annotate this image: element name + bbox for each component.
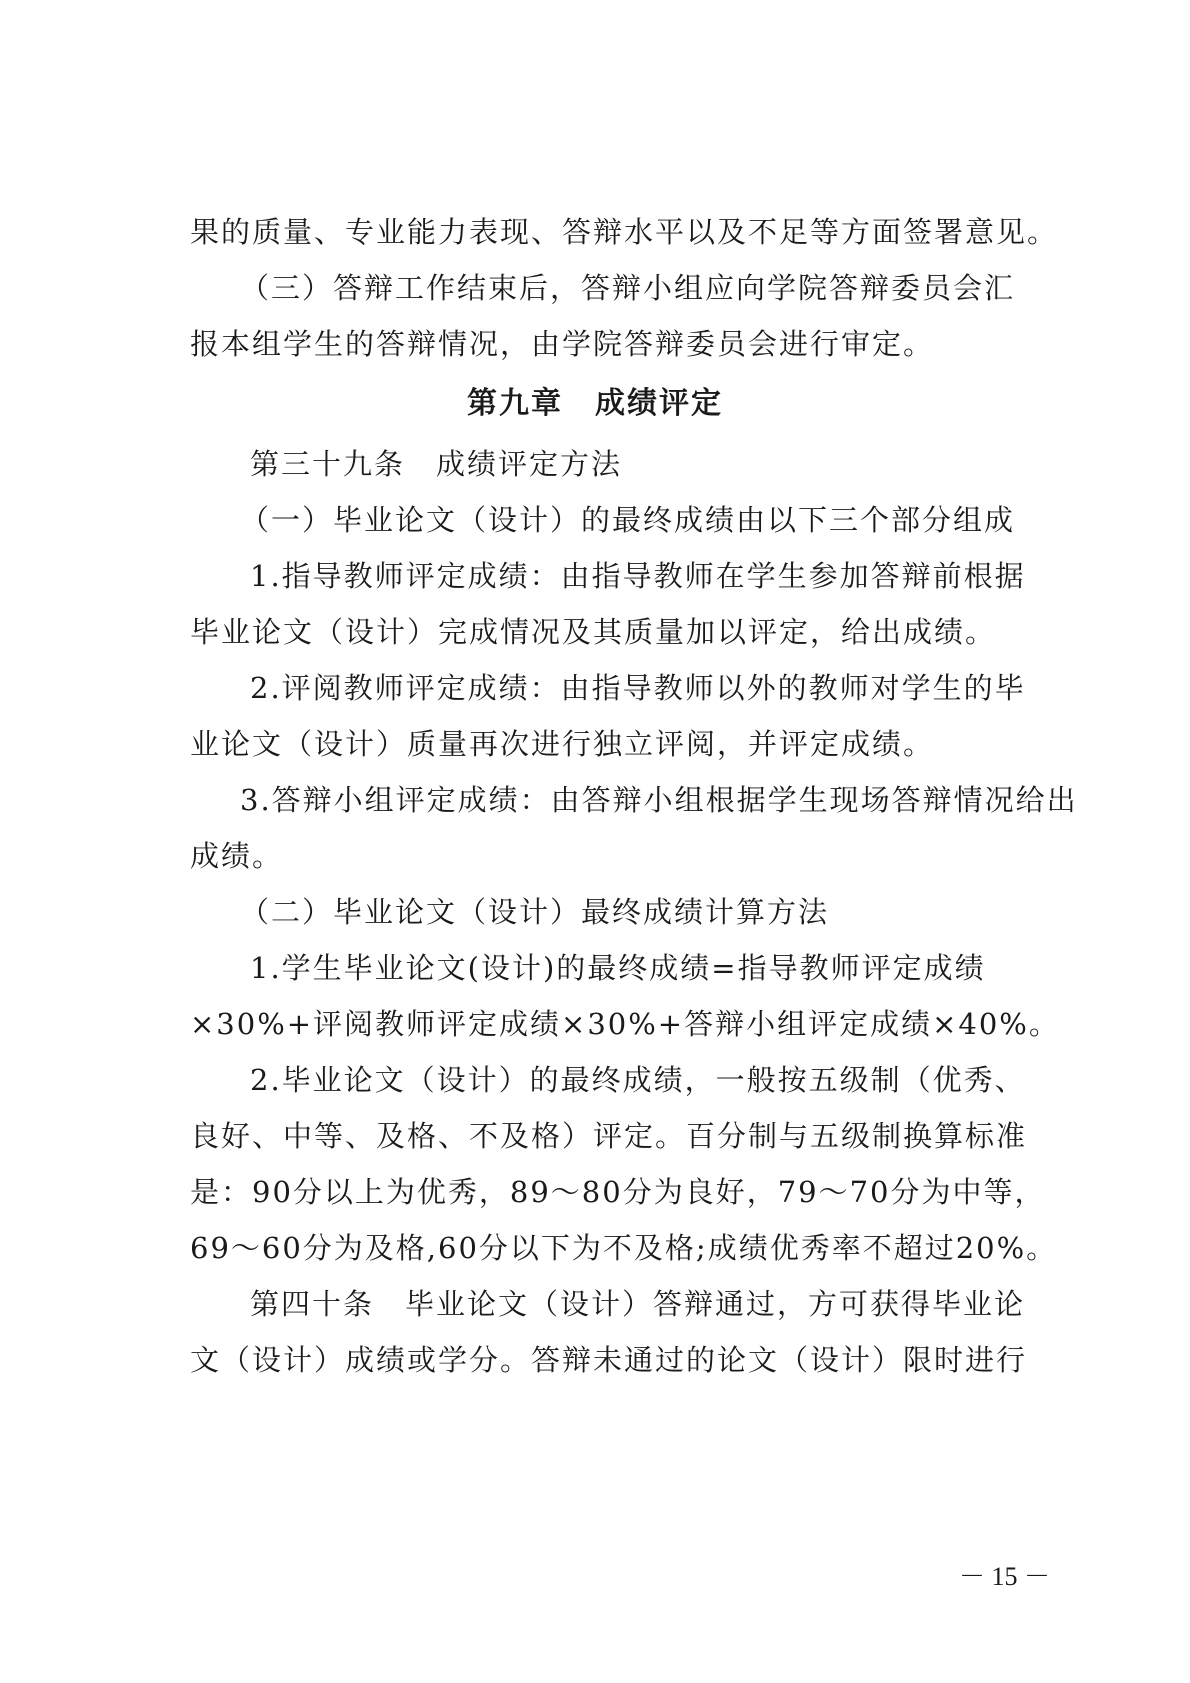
paragraph-line: 报本组学生的答辩情况，由学院答辩委员会进行审定。 bbox=[190, 327, 935, 361]
paragraph-line: （一）毕业论文（设计）的最终成绩由以下三个部分组成 bbox=[240, 503, 1016, 537]
paragraph-line: （三）答辩工作结束后，答辩小组应向学院答辩委员会汇 bbox=[240, 271, 1016, 305]
paragraph-line: 是：90分以上为优秀，89～80分为良好，79～70分为中等， bbox=[190, 1175, 1046, 1209]
paragraph-line: 果的质量、专业能力表现、答辩水平以及不足等方面签署意见。 bbox=[190, 215, 1059, 249]
paragraph-line: 2.毕业论文（设计）的最终成绩，一般按五级制（优秀、 bbox=[250, 1063, 1026, 1097]
paragraph-line: ×30%+评阅教师评定成绩×30%+答辩小组评定成绩×40%。 bbox=[190, 1007, 1060, 1041]
paragraph-line: 毕业论文（设计）完成情况及其质量加以评定，给出成绩。 bbox=[190, 615, 997, 649]
paragraph-line: 良好、中等、及格、不及格）评定。百分制与五级制换算标准 bbox=[190, 1119, 1028, 1153]
paragraph-line: 文（设计）成绩或学分。答辩未通过的论文（设计）限时进行 bbox=[190, 1343, 1028, 1377]
chapter-heading: 第九章 成绩评定 bbox=[467, 386, 723, 421]
paragraph-line: （二）毕业论文（设计）最终成绩计算方法 bbox=[240, 895, 830, 929]
paragraph-line: 1.指导教师评定成绩：由指导教师在学生参加答辩前根据 bbox=[250, 559, 1026, 593]
paragraph-line: 69～60分为及格,60分以下为不及格;成绩优秀率不超过20%。 bbox=[190, 1231, 1058, 1265]
article-title: 第三十九条 成绩评定方法 bbox=[250, 447, 623, 481]
article-title: 第四十条 毕业论文（设计）答辩通过，方可获得毕业论 bbox=[250, 1287, 1026, 1321]
paragraph-line: 业论文（设计）质量再次进行独立评阅，并评定成绩。 bbox=[190, 727, 935, 761]
paragraph-line: 3.答辩小组评定成绩：由答辩小组根据学生现场答辩情况给出 bbox=[240, 783, 1078, 817]
page-number: － 15 － bbox=[958, 1562, 1050, 1591]
paragraph-line: 成绩。 bbox=[190, 839, 284, 873]
paragraph-line: 2.评阅教师评定成绩：由指导教师以外的教师对学生的毕 bbox=[250, 671, 1026, 705]
paragraph-line: 1.学生毕业论文(设计)的最终成绩=指导教师评定成绩 bbox=[250, 951, 986, 985]
